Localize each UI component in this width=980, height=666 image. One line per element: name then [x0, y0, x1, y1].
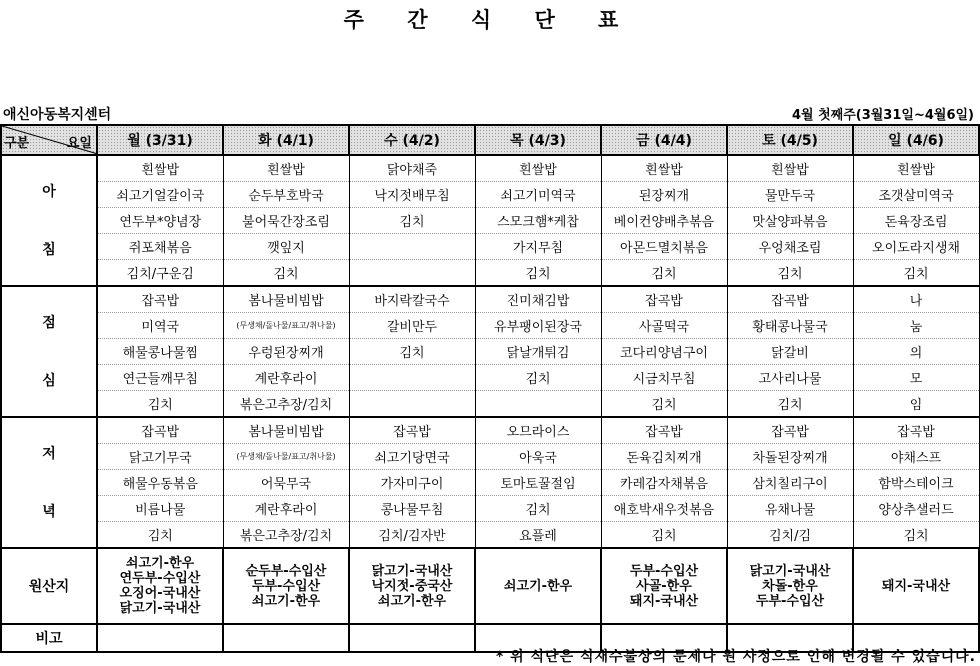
menu-item: 물만두국	[727, 182, 853, 208]
remarks-cell	[349, 624, 475, 652]
menu-item: 쇠고기미역국	[475, 182, 601, 208]
lunch-row	[1, 391, 979, 418]
corner-header	[1, 125, 97, 155]
menu-item: 삼치칠리구이	[727, 470, 853, 496]
origin-line: 닭고기-국내산	[749, 563, 831, 579]
origin-line: 닭고기-국내산	[119, 601, 201, 616]
menu-item: 양상추샐러드	[853, 496, 979, 522]
menu-item: 김치/김자반	[349, 522, 475, 549]
menu-item: 유채나물	[727, 496, 853, 522]
menu-item: 김치	[853, 260, 979, 287]
menu-item: 가지무침	[475, 234, 601, 260]
origin-line: 닭고기-국내산	[371, 563, 453, 579]
page-title: 주 간 식 단 표	[343, 8, 637, 32]
menu-item: 잡곡밥	[853, 417, 979, 444]
menu-item: 김치	[475, 260, 601, 287]
menu-item: 봄나물비빔밥	[223, 417, 349, 444]
menu-item: 맛살양파볶음	[727, 208, 853, 234]
origin-line: 사골-한우	[636, 578, 692, 594]
menu-item: 의	[853, 339, 979, 365]
menu-item: 볶은고추장/김치	[223, 391, 349, 418]
day-header-sun: 일 (4/6)	[853, 125, 979, 155]
origin-line: 쇠고기-한우	[503, 578, 573, 594]
menu-item: 유부팽이된장국	[475, 313, 601, 339]
remarks-cell	[223, 624, 349, 652]
menu-item: 쇠고기당면국	[349, 444, 475, 470]
menu-item: 깻잎지	[223, 234, 349, 260]
lunch-label	[1, 286, 97, 417]
origin-cell-wed	[349, 548, 475, 624]
menu-item: 눔	[853, 313, 979, 339]
remarks-cell	[97, 624, 223, 652]
dinner-row	[1, 417, 979, 444]
origin-line: 연두부-수입산	[119, 571, 201, 586]
menu-item: 김치	[223, 260, 349, 287]
lunch-row	[1, 286, 979, 313]
breakfast-row	[1, 260, 979, 287]
menu-item: 불어묵간장조림	[223, 208, 349, 234]
footnote: * 위 식단은 식재수불상의 문제나 원 사정으로 인해 변경될 수 있습니다.	[495, 649, 976, 665]
menu-item: 미역국	[97, 313, 223, 339]
menu-item: 김치	[475, 365, 601, 391]
menu-item: 쥐포채볶음	[97, 234, 223, 260]
menu-item: 김치	[475, 496, 601, 522]
menu-item: 토마토꿀절임	[475, 470, 601, 496]
menu-item: 코다리양념구이	[601, 339, 727, 365]
menu-item: (무생채/돌나물/표고/취나물)	[223, 313, 349, 339]
menu-item: 애호박새우젓볶음	[601, 496, 727, 522]
menu-item: 김치	[97, 522, 223, 549]
day-header-sat: 토 (4/5)	[727, 125, 853, 155]
menu-item: 돈육김치찌개	[601, 444, 727, 470]
origin-line: 두부-수입산	[629, 563, 699, 579]
origin-row	[1, 548, 979, 624]
menu-item: 조갯살미역국	[853, 182, 979, 208]
breakfast-row	[1, 155, 979, 182]
menu-item: 흰쌀밥	[223, 155, 349, 182]
menu-item: 나	[853, 286, 979, 313]
weekly-menu-table	[0, 124, 980, 653]
menu-item	[475, 391, 601, 418]
day-header-fri: 금 (4/4)	[601, 125, 727, 155]
menu-item: 흰쌀밥	[727, 155, 853, 182]
menu-item: 닭야채죽	[349, 155, 475, 182]
menu-item: 가자미구이	[349, 470, 475, 496]
menu-item: 잡곡밥	[727, 417, 853, 444]
breakfast-row	[1, 208, 979, 234]
menu-item: 모	[853, 365, 979, 391]
corner-label-category: 구분	[4, 136, 30, 151]
menu-item: 베이컨양배추볶음	[601, 208, 727, 234]
origin-line: 돼지-국내산	[881, 578, 951, 594]
menu-item: 닭날개튀김	[475, 339, 601, 365]
menu-item: 임	[853, 391, 979, 418]
menu-item: 갈비만두	[349, 313, 475, 339]
origin-line: 오징어-국내산	[119, 586, 201, 601]
menu-item: 흰쌀밥	[475, 155, 601, 182]
header-row	[1, 125, 979, 155]
origin-cell-thu	[475, 548, 601, 624]
meal-label-char: 심	[42, 372, 56, 389]
origin-label: 원산지	[1, 548, 97, 624]
week-range: 4월 첫째주(3월31일~4월6일)	[791, 108, 974, 123]
menu-item: 야채스프	[853, 444, 979, 470]
lunch-row	[1, 339, 979, 365]
menu-item: 김치	[853, 522, 979, 549]
menu-item: 우렁된장찌개	[223, 339, 349, 365]
menu-item: 김치/구운김	[97, 260, 223, 287]
day-header-tue: 화 (4/1)	[223, 125, 349, 155]
menu-item: 김치	[601, 260, 727, 287]
origin-cell-tue	[223, 548, 349, 624]
origin-line: 두부-수입산	[755, 593, 825, 609]
menu-item: 고사리나물	[727, 365, 853, 391]
menu-item: 진미채김밥	[475, 286, 601, 313]
dinner-row	[1, 444, 979, 470]
breakfast-row	[1, 234, 979, 260]
menu-item: 사골떡국	[601, 313, 727, 339]
menu-item: 요플레	[475, 522, 601, 549]
menu-item: 시금치무침	[601, 365, 727, 391]
lunch-row	[1, 365, 979, 391]
menu-item: 된장찌개	[601, 182, 727, 208]
dinner-row	[1, 470, 979, 496]
menu-item: 해물콩나물찜	[97, 339, 223, 365]
origin-line: 차돌-한우	[762, 578, 818, 594]
menu-item: 잡곡밥	[727, 286, 853, 313]
menu-item: 김치	[727, 391, 853, 418]
corner-label-day: 요일	[66, 136, 92, 151]
lunch-row	[1, 313, 979, 339]
menu-item: (무생채/돌나물/표고/취나물)	[223, 444, 349, 470]
menu-item: 돈육장조림	[853, 208, 979, 234]
menu-item: 잡곡밥	[601, 286, 727, 313]
menu-item: 차돌된장찌개	[727, 444, 853, 470]
menu-item: 비름나물	[97, 496, 223, 522]
menu-item: 흰쌀밥	[601, 155, 727, 182]
menu-item: 오므라이스	[475, 417, 601, 444]
origin-line: 쇠고기-한우	[251, 593, 321, 609]
remarks-label: 비고	[1, 624, 97, 652]
menu-item: 계란후라이	[223, 365, 349, 391]
menu-item: 잡곡밥	[97, 417, 223, 444]
menu-item	[349, 365, 475, 391]
organization-name: 애신아동복지센터	[3, 107, 112, 123]
menu-item: 잡곡밥	[601, 417, 727, 444]
menu-item	[349, 391, 475, 418]
menu-item: 연근들깨무침	[97, 365, 223, 391]
menu-item: 닭갈비	[727, 339, 853, 365]
menu-item: 스모크햄*케찹	[475, 208, 601, 234]
menu-item: 봄나물비빔밥	[223, 286, 349, 313]
origin-cell-sat	[727, 548, 853, 624]
menu-item: 계란후라이	[223, 496, 349, 522]
meal-label-char: 점	[42, 314, 56, 331]
day-header-wed: 수 (4/2)	[349, 125, 475, 155]
origin-line: 순두부-수입산	[245, 563, 327, 579]
dinner-label	[1, 417, 97, 548]
menu-item: 순두부호박국	[223, 182, 349, 208]
day-header-mon: 월 (3/31)	[97, 125, 223, 155]
menu-item: 김치	[727, 260, 853, 287]
breakfast-label	[1, 155, 97, 286]
origin-line: 두부-수입산	[251, 578, 321, 594]
day-header-thu: 목 (4/3)	[475, 125, 601, 155]
menu-item: 잡곡밥	[97, 286, 223, 313]
menu-item: 어묵무국	[223, 470, 349, 496]
origin-cell-fri	[601, 548, 727, 624]
menu-item: 김치	[601, 522, 727, 549]
menu-item: 아몬드멸치볶음	[601, 234, 727, 260]
breakfast-row	[1, 182, 979, 208]
meal-label-char: 녁	[42, 503, 56, 520]
meal-label-char: 침	[42, 241, 56, 258]
origin-line: 쇠고기-한우	[125, 556, 195, 571]
menu-item	[349, 234, 475, 260]
menu-item: 흰쌀밥	[853, 155, 979, 182]
origin-cell-sun	[853, 548, 979, 624]
origin-line: 낙지젓-중국산	[371, 578, 453, 594]
menu-item: 아욱국	[475, 444, 601, 470]
menu-item: 흰쌀밥	[97, 155, 223, 182]
menu-item: 닭고기무국	[97, 444, 223, 470]
origin-line: 쇠고기-한우	[377, 593, 447, 609]
dinner-row	[1, 522, 979, 549]
menu-item: 낙지젓배무침	[349, 182, 475, 208]
menu-item	[349, 260, 475, 287]
menu-item: 김치	[601, 391, 727, 418]
menu-item: 해물우동볶음	[97, 470, 223, 496]
menu-item: 김치	[97, 391, 223, 418]
menu-item: 김치	[349, 339, 475, 365]
menu-item: 황태콩나물국	[727, 313, 853, 339]
menu-item: 카레감자채볶음	[601, 470, 727, 496]
menu-item: 잡곡밥	[349, 417, 475, 444]
menu-item: 우엉채조림	[727, 234, 853, 260]
meal-label-char: 아	[42, 183, 56, 200]
menu-item: 김치/김	[727, 522, 853, 549]
menu-item: 김치	[349, 208, 475, 234]
menu-item: 콩나물무침	[349, 496, 475, 522]
menu-item: 쇠고기얼갈이국	[97, 182, 223, 208]
menu-item: 연두부*양념장	[97, 208, 223, 234]
meal-label-char: 저	[42, 445, 56, 462]
origin-line: 돼지-국내산	[629, 593, 699, 609]
menu-item: 오이도라지생채	[853, 234, 979, 260]
menu-item: 볶은고추장/김치	[223, 522, 349, 549]
origin-cell-mon	[97, 548, 223, 624]
dinner-row	[1, 496, 979, 522]
menu-item: 함박스테이크	[853, 470, 979, 496]
menu-item: 바지락칼국수	[349, 286, 475, 313]
